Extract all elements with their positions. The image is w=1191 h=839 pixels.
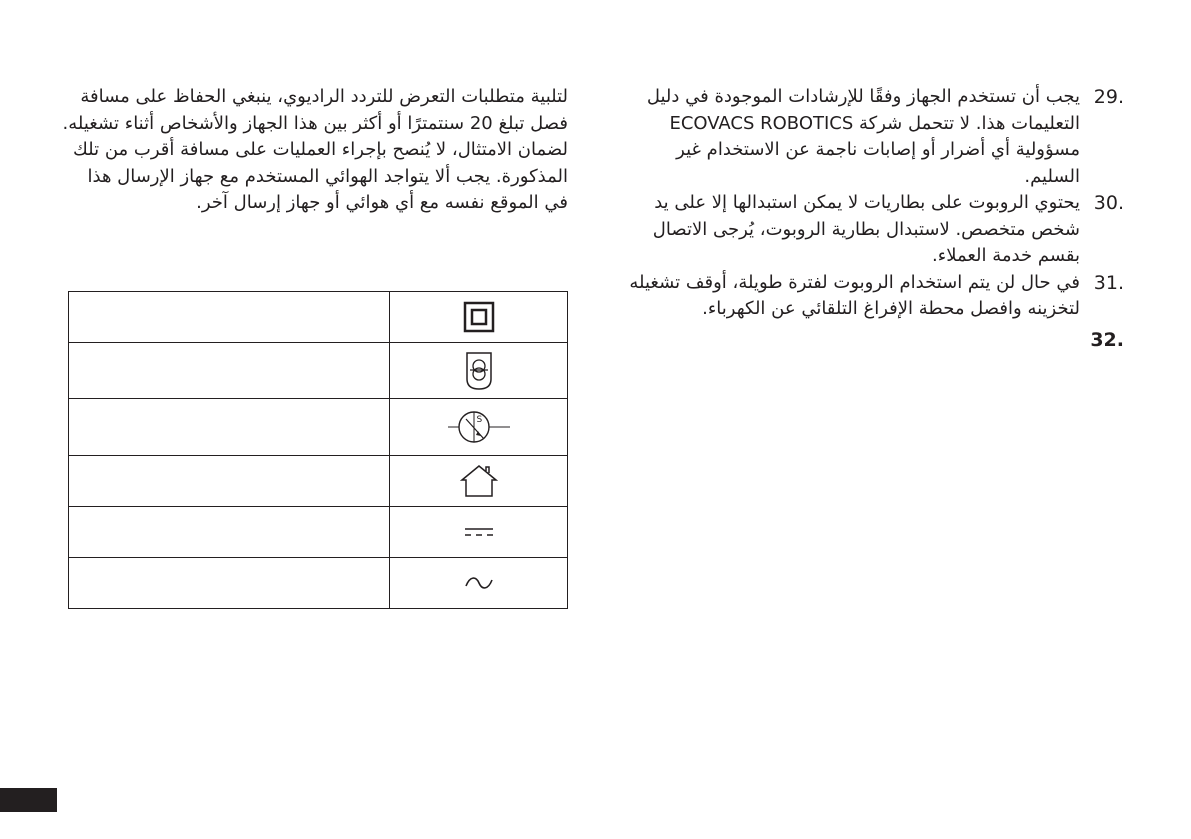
table-row	[69, 292, 568, 343]
switch-mode-power-supply-icon	[448, 407, 510, 447]
page-tab-marker	[0, 788, 57, 812]
symbol-cell	[390, 507, 568, 558]
instruction-item-32	[628, 327, 1124, 354]
svg-text:S: S	[476, 415, 482, 425]
symbol-cell	[390, 292, 568, 343]
table-row	[69, 507, 568, 558]
symbol-description	[69, 343, 390, 399]
symbol-cell	[390, 558, 568, 609]
symbol-description	[69, 399, 390, 456]
symbol-table	[68, 291, 568, 609]
direct-current-icon	[464, 525, 494, 539]
instruction-number: 32.	[1090, 328, 1124, 351]
instruction-number: 29.	[1093, 86, 1124, 108]
safety-transformer-icon	[464, 351, 494, 391]
instruction-text: يحتوي الروبوت على بطاريات لا يمكن استبدالها إلا على يد شخص متخصص. لاستبدال بطارية الروبوت، يُرجى الاتصال بقسم خدمة العملاء.	[652, 192, 1080, 266]
instructions-list	[628, 84, 1124, 353]
instruction-number: 31.	[1093, 271, 1124, 294]
rf-exposure-paragraph	[60, 84, 568, 217]
symbol-cell	[390, 343, 568, 399]
symbol-description	[69, 456, 390, 507]
instruction-item-29	[628, 84, 1124, 190]
symbol-description	[69, 292, 390, 343]
instruction-text: في حال لن يتم استخدام الروبوت لفترة طويلة، أوقف تشغيله لتخزينه وافصل محطة الإفراغ التلقائي عن الكهرباء.	[629, 271, 1080, 319]
instruction-text: يجب أن تستخدم الجهاز وفقًا للإرشادات الموجودة في دليل التعليمات هذا. لا تتحمل شركة ECOVACS ROBOTICS مسؤولية أي أضرار أو إصابات ناجمة عن الاستخدام غير السليم.	[646, 86, 1080, 187]
symbol-cell	[390, 456, 568, 507]
instruction-item-31	[628, 270, 1124, 323]
indoor-use-only-icon	[460, 464, 498, 498]
instruction-number: 30.	[1093, 192, 1124, 214]
rf-exposure-text: لتلبية متطلبات التعرض للتردد الراديوي، ينبغي الحفاظ على مسافة فصل تبلغ 20 سنتمترًا أو أكثر بين هذا الجهاز والأشخاص أثناء تشغيله. لضمان الامتثال، لا يُنصح بإجراء العمليات على مسافة أقرب من تلك المذكورة. يجب ألا يتواجد الهوائي المستخدم مع جهاز الإرسال هذا في الموقع نفسه مع أي هوائي أو جهاز إرسال آخر.	[62, 86, 568, 213]
table-row	[69, 558, 568, 609]
instruction-item-30	[628, 190, 1124, 270]
instruction-text	[628, 327, 1080, 354]
table-row	[69, 456, 568, 507]
symbol-cell	[390, 399, 568, 456]
alternating-current-icon	[465, 576, 493, 590]
symbol-description	[69, 507, 390, 558]
double-insulation-icon	[463, 301, 495, 333]
table-row	[69, 399, 568, 456]
symbol-description	[69, 558, 390, 609]
table-row	[69, 343, 568, 399]
